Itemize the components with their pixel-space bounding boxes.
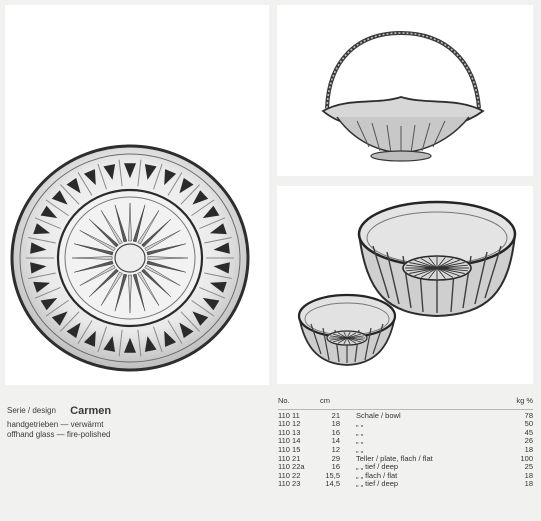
item-size: 14,5 <box>325 479 340 489</box>
caption-handmade: handgetrieben — verwärmt <box>7 420 104 429</box>
plate-center <box>115 244 145 272</box>
item-weight: 18 <box>524 479 533 489</box>
item-weight: 45 <box>524 427 533 437</box>
bowls-illustration <box>277 186 533 384</box>
item-weight: 50 <box>524 419 533 429</box>
item-size: 16 <box>331 462 340 472</box>
item-description: „ „ tief / deep <box>356 462 399 472</box>
item-number: 110 22a <box>278 462 305 472</box>
item-description: „ „ <box>356 436 364 446</box>
design-name: Carmen <box>70 405 112 417</box>
item-weight: 18 <box>524 444 533 454</box>
basket-photo <box>277 5 533 176</box>
item-size: 12 <box>331 444 340 454</box>
header-kg: kg % <box>516 396 533 405</box>
header-no: No. <box>278 396 290 405</box>
item-number: 110 15 <box>278 444 301 454</box>
item-number: 110 12 <box>278 419 301 429</box>
header-cm: cm <box>320 396 330 405</box>
basket-illustration <box>277 5 533 176</box>
series-line <box>7 405 111 416</box>
item-number: 110 13 <box>278 427 301 437</box>
item-weight: 25 <box>524 462 533 472</box>
table-header-row <box>278 397 533 409</box>
item-number: 110 14 <box>278 436 301 446</box>
item-weight: 78 <box>496 409 533 420</box>
item-number: 110 21 <box>278 453 301 463</box>
plate-photo <box>5 5 269 385</box>
large-bowl <box>359 202 515 316</box>
item-size: 16 <box>331 427 340 437</box>
table-row <box>278 463 533 472</box>
item-description: „ „ <box>356 444 364 454</box>
caption-offhand: offhand glass — fire-polished <box>7 430 111 439</box>
item-description: „ „ <box>356 419 364 429</box>
table-row <box>278 420 533 429</box>
header-desc <box>356 397 496 409</box>
table-row <box>278 480 533 489</box>
basket-bowl-body <box>337 117 469 153</box>
series-label: Serie / design <box>7 406 56 415</box>
item-size: 15,5 <box>325 470 340 480</box>
item-description: „ „ <box>356 427 364 437</box>
item-description: Schale / bowl <box>356 409 496 420</box>
catalog-table <box>278 397 533 489</box>
table-row <box>278 409 533 420</box>
item-description: Teller / plate, flach / flat <box>356 453 433 463</box>
plate-illustration <box>5 5 269 385</box>
table-body <box>278 409 533 489</box>
item-description: „ „ tief / deep <box>356 479 399 489</box>
item-size: 14 <box>331 436 340 446</box>
table-row <box>278 455 533 464</box>
table-row <box>278 437 533 446</box>
item-weight: 26 <box>524 436 533 446</box>
item-size: 18 <box>331 419 340 429</box>
item-weight: 100 <box>520 453 533 463</box>
item-number: 110 11 <box>278 409 320 420</box>
basket-foot <box>371 151 431 161</box>
item-number: 110 23 <box>278 479 301 489</box>
item-size: 21 <box>320 409 356 420</box>
small-bowl <box>299 295 395 365</box>
item-size: 29 <box>331 453 340 463</box>
item-description: „ „ flach / flat <box>356 470 398 480</box>
table-row <box>278 429 533 438</box>
item-weight: 18 <box>524 470 533 480</box>
table-row <box>278 472 533 481</box>
bowls-photo <box>277 186 533 384</box>
item-number: 110 22 <box>278 470 301 480</box>
